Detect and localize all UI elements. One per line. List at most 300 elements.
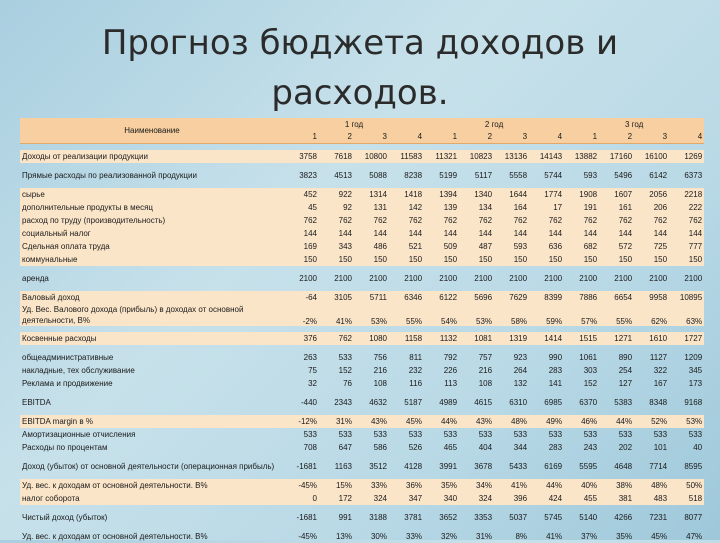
table-cell: 11321	[424, 150, 459, 163]
table-cell: 572	[599, 240, 634, 253]
table-cell: 533	[478, 430, 493, 439]
row-label: EBITDA margin в %	[20, 415, 284, 428]
table-cell: 76	[343, 379, 352, 388]
table-cell: 216	[478, 366, 493, 375]
quarter-header: 1	[284, 130, 319, 144]
table-cell: 452	[284, 188, 319, 201]
table-cell: 45%	[651, 532, 668, 541]
table-cell: 1127	[649, 353, 668, 362]
table-cell: 16100	[634, 150, 669, 163]
table-row	[20, 169, 704, 182]
table-cell: 4513	[334, 171, 352, 180]
table-row	[20, 415, 704, 428]
row-label: Уд. вес. к доходам от основной деятельности. В%	[22, 532, 208, 541]
table-cell: 533	[548, 430, 563, 439]
table-cell: 5696	[459, 291, 494, 304]
table-cell: 5744	[544, 171, 563, 180]
table-cell: 14143	[529, 150, 564, 163]
table-cell: 533	[303, 430, 317, 439]
table-cell: 161	[599, 201, 634, 214]
table-cell: 9168	[684, 398, 703, 407]
table-cell: 5496	[614, 171, 633, 180]
table-row	[20, 201, 704, 214]
table-cell: 3188	[369, 513, 387, 522]
table-cell: 1080	[354, 332, 389, 345]
table-cell: 37%	[581, 532, 598, 541]
table-cell: 376	[284, 332, 319, 345]
quarter-header: 3	[354, 130, 389, 144]
quarter-header: 1	[424, 130, 459, 144]
year-group-2: 2 год	[424, 118, 564, 130]
table-cell: -2%	[284, 304, 319, 326]
row-label: Чистый доход (убыток)	[22, 513, 108, 522]
table-cell: 2100	[369, 274, 387, 283]
table-cell: 13136	[494, 150, 529, 163]
table-cell: 303	[583, 366, 598, 375]
table-cell: 6169	[544, 462, 563, 471]
table-cell: 1269	[669, 150, 704, 163]
table-cell: 44%	[599, 415, 634, 428]
table-cell: 150	[599, 253, 634, 266]
table-cell: 150	[459, 253, 494, 266]
quarter-header: 4	[669, 130, 704, 144]
table-cell: 150	[354, 253, 389, 266]
table-cell: 33%	[354, 479, 389, 492]
table-cell: 533	[373, 430, 387, 439]
table-cell: 108	[478, 379, 493, 388]
table-cell: 2100	[614, 274, 633, 283]
table-cell: 521	[389, 240, 424, 253]
table-cell: 4648	[614, 462, 633, 471]
table-cell: 4266	[614, 513, 633, 522]
table-cell: 45%	[389, 415, 424, 428]
table-cell: 1515	[564, 332, 599, 345]
table-cell: 144	[389, 227, 424, 240]
table-cell: 2100	[509, 274, 528, 283]
table-cell: 1607	[599, 188, 634, 201]
table-cell: 8348	[649, 398, 668, 407]
table-cell: 6373	[684, 171, 703, 180]
table-cell: 762	[319, 332, 354, 345]
table-cell: 17	[529, 201, 564, 214]
table-cell: 593	[494, 240, 529, 253]
table-cell: 1061	[579, 353, 598, 362]
table-cell: 533	[583, 430, 598, 439]
table-cell: 1081	[459, 332, 494, 345]
table-cell: 762	[669, 214, 704, 227]
table-cell: 4632	[369, 398, 387, 407]
table-cell: 586	[373, 443, 387, 452]
table-cell: 487	[459, 240, 494, 253]
table-cell: 8%	[515, 532, 528, 541]
table-cell: 53%	[459, 304, 494, 326]
table-cell: 40%	[564, 479, 599, 492]
table-cell: 10800	[354, 150, 389, 163]
table-row	[20, 377, 704, 390]
table-cell: 92	[319, 201, 354, 214]
table-cell: 1774	[529, 188, 564, 201]
table-cell: 486	[354, 240, 389, 253]
table-cell: 10823	[459, 150, 494, 163]
table-row	[20, 428, 704, 441]
table-cell: 54%	[424, 304, 459, 326]
table-cell: 59%	[529, 304, 564, 326]
table-cell: 43%	[354, 415, 389, 428]
table-row	[20, 227, 704, 240]
table-cell: 7618	[319, 150, 354, 163]
header-row-years	[20, 118, 704, 130]
table-cell: 7714	[649, 462, 668, 471]
table-cell: 636	[529, 240, 564, 253]
table-cell: 30%	[370, 532, 387, 541]
table-cell: 52%	[634, 415, 669, 428]
table-cell: 1418	[389, 188, 424, 201]
table-cell: 173	[688, 379, 703, 388]
row-label: Расходы по процентам	[22, 443, 108, 452]
row-label: Амортизационные отчисления	[22, 430, 136, 439]
table-cell: 1132	[424, 332, 459, 345]
table-cell: 2100	[579, 274, 598, 283]
table-cell: 75	[308, 366, 317, 375]
quarter-header: 3	[494, 130, 529, 144]
table-cell: 43%	[459, 415, 494, 428]
table-cell: 3353	[474, 513, 493, 522]
table-cell: 40	[693, 443, 703, 452]
table-cell: 46%	[564, 415, 599, 428]
table-cell: 172	[319, 492, 354, 505]
table-cell: 322	[653, 366, 668, 375]
table-cell: 465	[443, 443, 458, 452]
table-cell: -1681	[296, 462, 317, 471]
table-cell: 6985	[544, 398, 563, 407]
table-cell: 144	[494, 227, 529, 240]
table-cell: 1908	[564, 188, 599, 201]
table-cell: 533	[338, 430, 352, 439]
table-cell: 5558	[509, 171, 528, 180]
table-cell: -12%	[284, 415, 319, 428]
table-cell: 593	[583, 171, 598, 180]
table-cell: 518	[669, 492, 704, 505]
table-cell: 1644	[494, 188, 529, 201]
table-row	[20, 396, 704, 409]
table-cell: 191	[564, 201, 599, 214]
page-title	[0, 18, 720, 118]
row-label: общеадминистративные	[22, 353, 114, 362]
table-cell: 263	[303, 353, 317, 362]
table-cell: 6370	[579, 398, 598, 407]
table-cell: 396	[494, 492, 529, 505]
table-cell: 2100	[299, 274, 317, 283]
table-cell: 1319	[494, 332, 529, 345]
table-cell: 101	[653, 443, 668, 452]
table-cell: 347	[389, 492, 424, 505]
row-label: Уд. вес. к доходам от основной деятельности. В%	[20, 479, 284, 492]
table-cell: 131	[354, 201, 389, 214]
table-cell: 35%	[424, 479, 459, 492]
row-label: Сдельная оплата труда	[20, 240, 284, 253]
table-cell: 32	[308, 379, 317, 388]
table-cell: 232	[408, 366, 423, 375]
table-row	[20, 351, 704, 364]
table-cell: 8399	[529, 291, 564, 304]
table-cell: 4615	[474, 398, 493, 407]
table-cell: 762	[564, 214, 599, 227]
table-cell: 164	[494, 201, 529, 214]
table-cell: 5037	[509, 513, 528, 522]
table-cell: 283	[548, 443, 563, 452]
table-cell: 134	[459, 201, 494, 214]
table-row	[20, 214, 704, 227]
table-cell: 647	[338, 443, 352, 452]
table-cell: 483	[634, 492, 669, 505]
table-cell: 5187	[404, 398, 423, 407]
table-cell: 41%	[319, 304, 354, 326]
table-cell: 6142	[649, 171, 668, 180]
table-row	[20, 511, 704, 524]
table-cell: 38%	[599, 479, 634, 492]
table-cell: 3991	[439, 462, 458, 471]
table-cell: 44%	[424, 415, 459, 428]
table-cell: 5745	[544, 513, 563, 522]
table-row	[20, 530, 704, 543]
table-cell: 762	[389, 214, 424, 227]
table-cell: 47%	[686, 532, 703, 541]
table-cell: 108	[373, 379, 387, 388]
table-cell: 2218	[669, 188, 704, 201]
table-cell: 6310	[509, 398, 528, 407]
table-cell: 762	[599, 214, 634, 227]
table-cell: 144	[669, 227, 704, 240]
table-row	[20, 460, 704, 473]
table-cell: 3652	[439, 513, 458, 522]
row-label: аренда	[22, 274, 49, 283]
row-label: коммунальные	[20, 253, 284, 266]
row-label: Уд. Вес. Валового дохода (прибыль) в доходах от основной деятельности, В%	[20, 304, 284, 326]
table-row	[20, 364, 704, 377]
table-cell: 2100	[404, 274, 423, 283]
table-cell: 1158	[389, 332, 424, 345]
budget-table	[20, 118, 704, 543]
table-cell: 526	[408, 443, 423, 452]
table-cell: 1394	[424, 188, 459, 201]
name-header: Наименование	[20, 118, 284, 144]
quarter-header: 2	[459, 130, 494, 144]
title-line-2: расходов.	[271, 73, 449, 113]
table-cell: 2100	[544, 274, 563, 283]
table-cell: 4128	[404, 462, 423, 471]
table-cell: 48%	[494, 415, 529, 428]
budget-table-container	[20, 118, 704, 543]
table-cell: 150	[529, 253, 564, 266]
table-cell: 150	[669, 253, 704, 266]
table-cell: 152	[583, 379, 598, 388]
table-cell: 890	[618, 353, 633, 362]
table-cell: 1163	[334, 462, 352, 471]
table-cell: 48%	[634, 479, 669, 492]
table-cell: 725	[634, 240, 669, 253]
quarter-header: 3	[634, 130, 669, 144]
table-cell: 150	[494, 253, 529, 266]
table-cell: 283	[548, 366, 563, 375]
table-cell: 150	[424, 253, 459, 266]
table-cell: 5140	[579, 513, 598, 522]
table-cell: 62%	[634, 304, 669, 326]
table-cell: 63%	[669, 304, 704, 326]
table-cell: 202	[618, 443, 633, 452]
table-cell: 142	[389, 201, 424, 214]
table-row	[20, 253, 704, 266]
row-label: накладные, тех обслуживание	[22, 366, 135, 375]
table-cell: 6122	[424, 291, 459, 304]
table-cell: 1314	[354, 188, 389, 201]
table-cell: 381	[599, 492, 634, 505]
table-cell: 116	[409, 379, 423, 388]
table-cell: 144	[319, 227, 354, 240]
table-cell: 144	[354, 227, 389, 240]
table-cell: 533	[618, 430, 633, 439]
table-cell: 762	[494, 214, 529, 227]
table-cell: 5433	[509, 462, 528, 471]
row-label: сырье	[20, 188, 284, 201]
table-cell: 923	[513, 353, 528, 362]
table-cell: 53%	[669, 415, 704, 428]
table-cell: 8238	[404, 171, 423, 180]
row-label: дополнительные продукты в месяц	[20, 201, 284, 214]
table-cell: 2100	[439, 274, 458, 283]
table-cell: 762	[354, 214, 389, 227]
table-cell: 2056	[634, 188, 669, 201]
table-cell: 762	[529, 214, 564, 227]
table-cell: 243	[583, 443, 598, 452]
table-cell: 3512	[369, 462, 387, 471]
table-row	[20, 150, 704, 163]
table-cell: 2343	[334, 398, 352, 407]
table-cell: 144	[634, 227, 669, 240]
table-cell: 990	[548, 353, 563, 362]
table-cell: 324	[354, 492, 389, 505]
table-cell: 2100	[649, 274, 668, 283]
row-label: Доходы от реализации продукции	[20, 150, 284, 163]
row-label: Прямые расходы по реализованной продукции	[22, 171, 197, 180]
table-cell: 5595	[579, 462, 598, 471]
row-label: Реклама и продвижение	[22, 379, 113, 388]
table-cell: 762	[634, 214, 669, 227]
table-cell: 1271	[599, 332, 634, 345]
table-row	[20, 479, 704, 492]
table-cell: 13%	[335, 532, 352, 541]
table-cell: 3758	[284, 150, 319, 163]
table-cell: 424	[529, 492, 564, 505]
table-cell: 2100	[334, 274, 352, 283]
table-cell: 5199	[439, 171, 458, 180]
table-cell: 206	[634, 201, 669, 214]
table-cell: 144	[424, 227, 459, 240]
table-cell: 113	[444, 379, 458, 388]
table-cell: 0	[284, 492, 319, 505]
table-cell: 7886	[564, 291, 599, 304]
table-cell: 344	[513, 443, 528, 452]
table-cell: 5711	[354, 291, 389, 304]
table-cell: 3823	[299, 171, 317, 180]
table-cell: 3678	[474, 462, 493, 471]
table-cell: 762	[459, 214, 494, 227]
table-cell: 343	[319, 240, 354, 253]
table-cell: -64	[284, 291, 319, 304]
table-cell: 45	[284, 201, 319, 214]
table-cell: 127	[618, 379, 633, 388]
table-cell: 811	[409, 353, 423, 362]
table-cell: 15%	[319, 479, 354, 492]
table-cell: -45%	[284, 479, 319, 492]
table-cell: 682	[564, 240, 599, 253]
table-cell: 41%	[546, 532, 563, 541]
table-cell: 169	[284, 240, 319, 253]
table-cell: 150	[319, 253, 354, 266]
table-cell: 533	[688, 430, 703, 439]
table-cell: 36%	[389, 479, 424, 492]
row-label: EBITDA	[22, 398, 51, 407]
table-cell: 33%	[406, 532, 423, 541]
table-cell: 264	[513, 366, 528, 375]
table-cell: 55%	[389, 304, 424, 326]
quarter-header: 2	[599, 130, 634, 144]
table-cell: 41%	[494, 479, 529, 492]
table-cell: 216	[373, 366, 387, 375]
table-cell: 150	[389, 253, 424, 266]
table-cell: 5088	[369, 171, 387, 180]
table-cell: 10895	[669, 291, 704, 304]
table-cell: 34%	[459, 479, 494, 492]
table-cell: 792	[443, 353, 458, 362]
table-row	[20, 291, 704, 304]
table-cell: 49%	[529, 415, 564, 428]
table-cell: 150	[634, 253, 669, 266]
table-cell: 533	[408, 430, 423, 439]
table-cell: 144	[564, 227, 599, 240]
table-cell: 57%	[564, 304, 599, 326]
table-cell: 31%	[319, 415, 354, 428]
table-cell: 53%	[354, 304, 389, 326]
table-cell: 1727	[669, 332, 704, 345]
table-cell: 533	[653, 430, 668, 439]
table-cell: 340	[424, 492, 459, 505]
table-cell: 533	[338, 353, 352, 362]
table-cell: 2100	[474, 274, 493, 283]
table-cell: 132	[513, 379, 528, 388]
table-cell: 150	[284, 253, 319, 266]
table-cell: 762	[284, 214, 319, 227]
table-cell: 144	[459, 227, 494, 240]
table-row	[20, 332, 704, 345]
table-cell: 8595	[684, 462, 703, 471]
table-cell: 762	[319, 214, 354, 227]
table-cell: 1209	[684, 353, 703, 362]
table-cell: 5383	[614, 398, 633, 407]
quarter-header: 2	[319, 130, 354, 144]
table-cell: 708	[303, 443, 317, 452]
table-cell: 13882	[564, 150, 599, 163]
table-cell: 533	[513, 430, 528, 439]
table-row	[20, 188, 704, 201]
table-cell: 139	[424, 201, 459, 214]
table-cell: 144	[529, 227, 564, 240]
table-cell: 455	[564, 492, 599, 505]
table-cell: 991	[338, 513, 352, 522]
table-cell: 17160	[599, 150, 634, 163]
table-cell: 144	[284, 227, 319, 240]
table-cell: 3105	[319, 291, 354, 304]
table-cell: 509	[424, 240, 459, 253]
